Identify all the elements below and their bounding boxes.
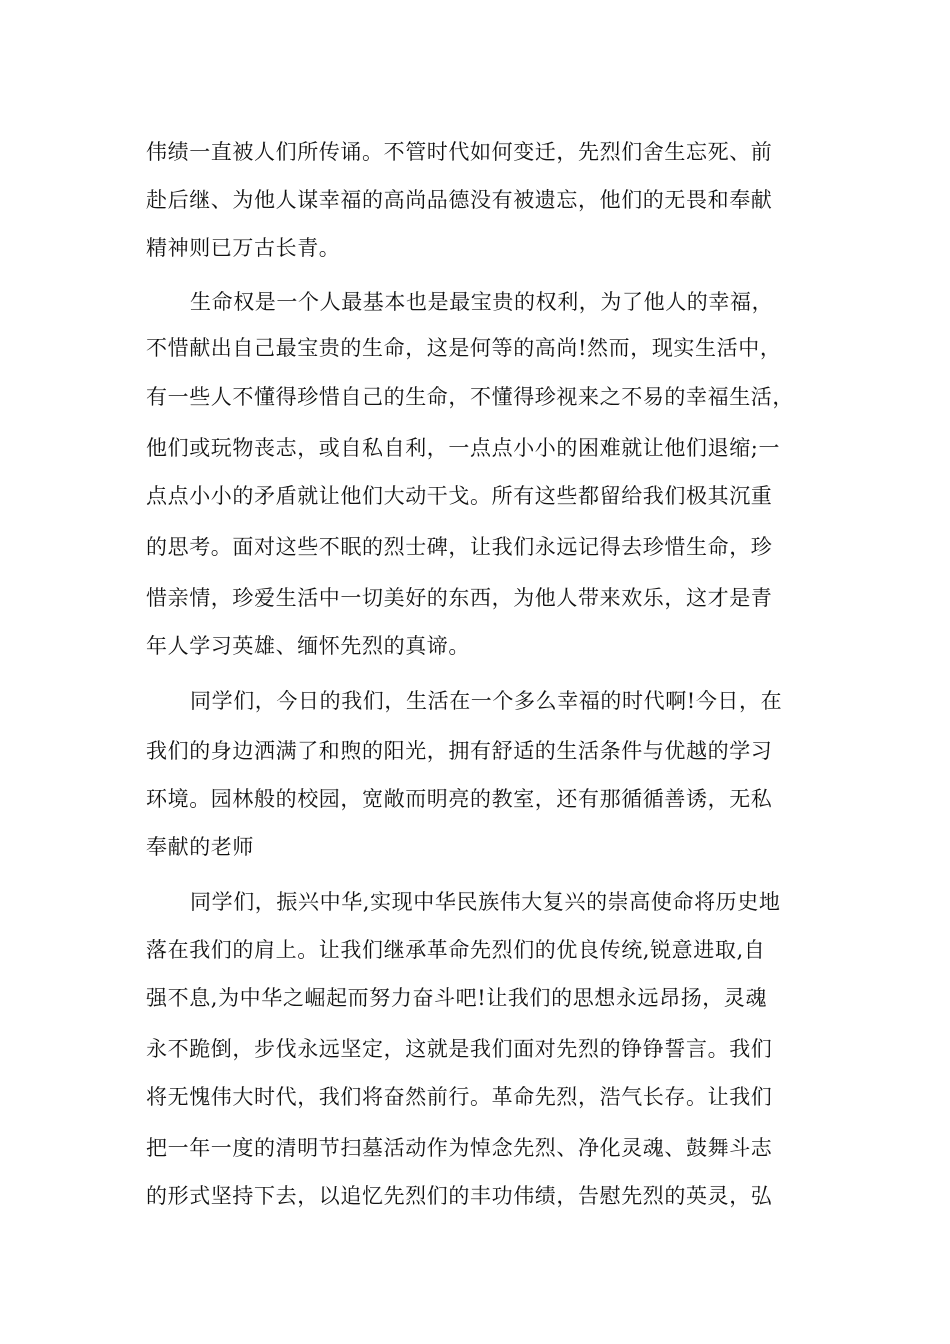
text-line: 点点小小的矛盾就让他们大动干戈。所有这些都留给我们极其沉重 bbox=[146, 484, 773, 508]
paragraph-first-line: 同学们，今日的我们，生活在一个多么幸福的时代啊!今日，在 bbox=[190, 689, 783, 713]
text-line: 的形式坚持下去，以追忆先烈们的丰功伟绩，告慰先烈的英灵，弘 bbox=[146, 1184, 773, 1208]
text-line: 的思考。面对这些不眠的烈士碑，让我们永远记得去珍惜生命，珍 bbox=[146, 535, 773, 559]
text-line: 他们或玩物丧志，或自私自利，一点点小小的困难就让他们退缩;一 bbox=[146, 436, 781, 460]
text-line: 精神则已万古长青。 bbox=[146, 236, 341, 260]
text-line: 不惜献出自己最宝贵的生命，这是何等的高尚!然而，现实生活中， bbox=[146, 336, 782, 360]
text-line: 永不跪倒，步伐永远坚定，这就是我们面对先烈的铮铮誓言。我们 bbox=[146, 1037, 773, 1061]
text-line: 奉献的老师 bbox=[146, 835, 254, 859]
text-line: 赴后继、为他人谋幸福的高尚品德没有被遗忘，他们的无畏和奉献 bbox=[146, 188, 773, 212]
text-line: 伟绩一直被人们所传诵。不管时代如何变迁，先烈们舍生忘死、前 bbox=[146, 140, 773, 164]
paragraph-first-line: 生命权是一个人最基本也是最宝贵的权利，为了他人的幸福， bbox=[190, 290, 774, 314]
text-line: 强不息,为中华之崛起而努力奋斗吧!让我们的思想永远昂扬，灵魂 bbox=[146, 986, 768, 1010]
text-line: 有一些人不懂得珍惜自己的生命，不懂得珍视来之不易的幸福生活， bbox=[146, 385, 794, 409]
text-line: 把一年一度的清明节扫墓活动作为悼念先烈、净化灵魂、鼓舞斗志 bbox=[146, 1136, 773, 1160]
text-line: 落在我们的肩上。让我们继承革命先烈们的优良传统,锐意进取,自 bbox=[146, 938, 766, 962]
text-line: 年人学习英雄、缅怀先烈的真谛。 bbox=[146, 634, 470, 658]
text-line: 惜亲情，珍爱生活中一切美好的东西，为他人带来欢乐，这才是青 bbox=[146, 586, 773, 610]
paragraph-first-line: 同学们，振兴中华,实现中华民族伟大复兴的崇高使命将历史地 bbox=[190, 890, 781, 914]
text-line: 环境。园林般的校园，宽敞而明亮的教室，还有那循循善诱，无私 bbox=[146, 787, 773, 811]
text-line: 我们的身边洒满了和煦的阳光，拥有舒适的生活条件与优越的学习 bbox=[146, 739, 773, 763]
text-line: 将无愧伟大时代，我们将奋然前行。革命先烈，浩气长存。让我们 bbox=[146, 1085, 773, 1109]
